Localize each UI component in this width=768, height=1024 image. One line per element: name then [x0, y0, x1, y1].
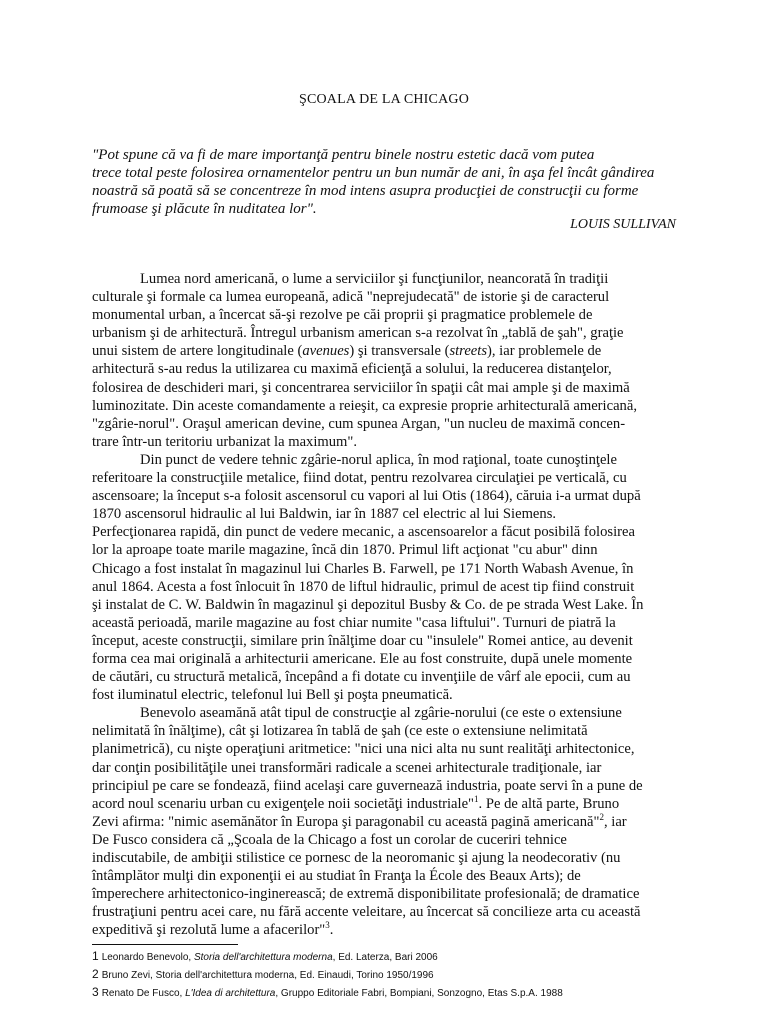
paragraph-line: Perfecţionarea rapidă, din punct de vedere mecanic, a ascensoarelor a făcut posibilă folosirea: [92, 524, 635, 541]
footnote-text: , Gruppo Editoriale Fabri, Bompiani, Sonzogno, Etas S.p.A. 1988: [275, 988, 563, 999]
paragraph-line: principiul pe care se fondează, fiind acelaşi care guvernează industria, poate servi în a pune de: [92, 777, 643, 794]
quote-line: frumoase şi plăcute în nuditatea lor".: [92, 201, 317, 217]
paragraph-line: [92, 921, 676, 939]
paragraph-line: împerechere arhitectonico-inginerească; de extremă disponibilitate profesională; de dramatice: [92, 886, 640, 903]
footnote-text: , Ed. Laterza, Bari 2006: [332, 952, 438, 963]
paragraph-line: Din punct de vedere tehnic zgârie-norul aplica, în mod raţional, toate cunoştinţele: [140, 451, 617, 468]
paragraph-line: Chicago a fost instalat în magazinul lui Charles B. Farwell, pe 171 North Wabash Avenue, în: [92, 560, 634, 577]
paragraph-line: nelimitată în înălţime), cât şi lotizarea în tablă de şah (ce este o extensiune nelimitată: [92, 723, 588, 740]
paragraph-line: lor la aproape toate marile magazine, încă din 1870. Primul lift acţionat "cu abur" dinn: [92, 542, 598, 559]
footnote-divider: [92, 944, 238, 945]
footnote-title: Storia dell'architettura moderna: [193, 952, 333, 963]
italic-term: avenues: [302, 343, 350, 360]
page-title: ŞCOALA DE LA CHICAGO: [298, 92, 470, 107]
quote-line: trece total peste folosirea ornamentelor pentru un bun număr de ani, în aşa fel încât gândirea: [92, 165, 655, 181]
footnote-title: L'Idea di architettura: [185, 988, 276, 999]
paragraph-line: [92, 813, 676, 831]
paragraph-line: luminozitate. Din aceste comandamente a reieşit, ca expresie proprie arhitecturală americană,: [92, 397, 637, 414]
body-text: [92, 270, 676, 939]
quote-line: "Pot spune că va fi de mare importanţă pentru binele nostru estetic dacă vom putea: [92, 147, 595, 163]
paragraph-line: [92, 795, 676, 813]
line-text: ), iar problemele de: [487, 343, 602, 360]
epigraph-quote: [92, 146, 676, 218]
line-text: expeditivă şi rezolută lume a afacerilor": [92, 922, 326, 939]
paragraph-line: anul 1864. Acesta a fost înlocuit în 1870 de liftul hidraulic, primul de acest tip fiind construit: [92, 578, 635, 595]
paragraph-line: trare într-un teritoriu urbanizat la maximum".: [92, 433, 358, 450]
line-text: Zevi afirma: "nimic asemănător în Europa şi paragonabil cu această pagină americană": [92, 813, 600, 830]
paragraph-line: planimetrică), cu nişte operaţiuni aritmetice: "nici una nici alta nu sunt realităţi arhitectonice,: [92, 741, 635, 758]
paragraph-line: început, aceste construcţii, similare prin înălţime doar cu "insulele" Romei antice, au devenit: [92, 632, 633, 649]
paragraph-line: Benevolo aseamănă atât tipul de construcţie al zgârie-norului (ce este o extensiune: [140, 705, 622, 722]
paragraph-line: Lumea nord americană, o lume a serviciilor şi funcţiunilor, neancorată în tradiţii: [140, 271, 609, 287]
paragraph-line: frustraţiuni pentru acei care, nu fără accente veleitare, au încercat să concilieze arta cu această: [92, 904, 641, 921]
footnote-text: Renato De Fusco,: [101, 988, 186, 999]
italic-term: streets: [449, 343, 488, 360]
paragraph-line: forma cea mai originală a arhitecturii americane. Ele au fost construite, după unele momente: [92, 650, 633, 667]
paragraph-line: urbanism şi de arhitectură. Întregul urbanism american s-a rezolvat în „tablă de şah", graţie: [92, 325, 624, 342]
paragraph-line: arhitectură s-au redus la utilizarea cu maximă eficienţă a solului, la reducerea distanţelor,: [92, 361, 612, 378]
paragraph-line: "zgârie-norul". Oraşul american devine, cum spunea Argan, "un nucleu de maximă concen-: [92, 415, 626, 432]
footnote-number: 1: [92, 949, 99, 963]
paragraph-line: de căutări, cu structură metalică, începând a fi dotate cu invenţiile de vârf ale epocii, cum au: [92, 669, 631, 686]
footnote-number: 3: [92, 985, 99, 999]
paragraph-line: [92, 342, 676, 360]
paragraph-line: folosirea de deschideri mari, şi concentrarea serviciilor în spaţii cât mai ample şi de maximă: [92, 379, 630, 396]
line-text: ) şi transversale (: [349, 343, 450, 360]
paragraph-line: şi instalat de C. W. Baldwin în magazinul şi depozitul Busby & Co. de pe strada West Lake. În: [92, 596, 644, 613]
quote-line: noastră să poată să se concentreze în mod intens asupra producţiei de construcţii cu forme: [92, 183, 639, 199]
footnote: [92, 966, 692, 984]
footnote-ref[interactable]: 3: [325, 920, 330, 931]
paragraph-line: întâmplător mulţi din exponenţii ei au studiat în Franţa la École des Beaux Arts); de: [92, 868, 581, 885]
paragraph-line: 1870 ascensorul hidraulic al lui Baldwin, iar în 1887 cel electric al lui Siemens.: [92, 506, 557, 523]
line-text: , iar: [603, 813, 627, 830]
paragraph-line: culturale şi formale ca lumea europeană, adică "neprejudecată" de istorie şi de caracterul: [92, 289, 610, 306]
paragraph-line: dar conţin posibilităţile unei transformări radicale a scenei arhitecturale tradiţionale, iar: [92, 759, 602, 776]
paragraph-line: De Fusco considera că „Şcoala de la Chicago a fost un corolar de cuceriri tehnice: [92, 831, 567, 848]
footnote-number: 2: [92, 967, 99, 981]
paragraph-line: indiscutabile, de ambiţii stilistice ce pornesc de la neoromanic şi ajung la neodecorativ (nu: [92, 850, 621, 866]
footnote-ref[interactable]: 1: [474, 793, 479, 804]
line-text: . Pe de altă parte, Bruno: [478, 795, 620, 812]
line-text: unui sistem de artere longitudinale (: [92, 343, 303, 360]
footnote-text: Bruno Zevi, Storia dell'architettura moderna, Ed. Einaudi, Torino 1950/1996: [101, 970, 434, 981]
line-text: acord noul scenariu urban cu exigenţele noii societăţi industriale": [92, 795, 475, 812]
paragraph-line: fost iluminatul electric, telefonul lui Bell şi poşta pneumatică.: [92, 687, 453, 704]
paragraph-line: referitoare la construcţiile metalice, fiind dotat, pentru rezolvarea circulaţiei pe verticală, cu: [92, 470, 627, 487]
paragraph-line: monumental urban, a încercat să-şi rezolve pe căi proprii şi pragmatice problemele de: [92, 307, 593, 324]
footnote-text: Leonardo Benevolo,: [101, 952, 194, 963]
footnotes: [92, 948, 692, 1002]
footnote-ref[interactable]: 2: [599, 811, 604, 822]
line-text: .: [329, 922, 334, 939]
footnote: [92, 948, 692, 966]
quote-author: LOUIS SULLIVAN: [570, 217, 676, 232]
paragraph-line: ascensoare; la început s-a folosit ascensorul cu vapori al lui Otis (1864), căruia i-a urmat după: [92, 488, 641, 505]
footnote: [92, 984, 692, 1002]
paragraph-line: această perioadă, marile magazine au fost chiar numite "casa liftului". Turnuri de piatră la: [92, 614, 616, 631]
